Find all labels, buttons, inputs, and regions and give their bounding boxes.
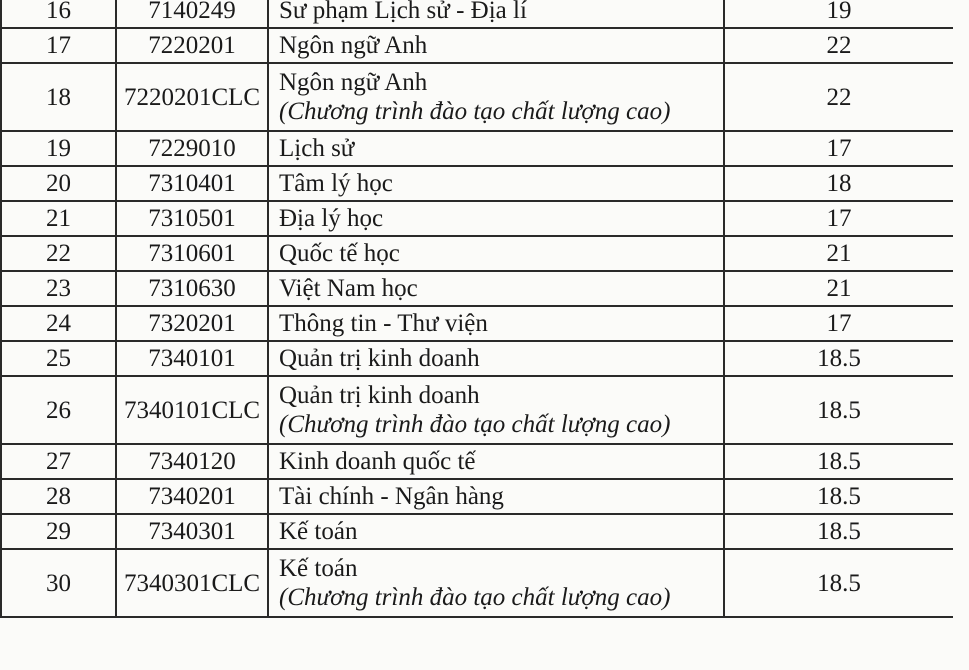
program-code-cell: 7310630 <box>116 271 268 306</box>
program-code-cell: 7340201 <box>116 479 268 514</box>
table-row <box>1 166 953 201</box>
program-name-cell <box>268 271 724 306</box>
row-number-cell: 28 <box>1 479 116 514</box>
program-code-cell: 7310401 <box>116 166 268 201</box>
program-name-cell <box>268 479 724 514</box>
row-number-cell: 26 <box>1 376 116 444</box>
row-number-cell: 22 <box>1 236 116 271</box>
row-number-cell: 27 <box>1 444 116 479</box>
program-code-cell: 7340301CLC <box>116 549 268 617</box>
program-code-cell: 7220201CLC <box>116 63 268 131</box>
program-code-cell: 7340101CLC <box>116 376 268 444</box>
program-name: Địa lý học <box>279 205 384 232</box>
table-row <box>1 236 953 271</box>
score-cell: 18.5 <box>724 479 953 514</box>
program-note: (Chương trình đào tạo chất lượng cao) <box>279 98 671 125</box>
table-row <box>1 0 953 28</box>
program-name: Việt Nam học <box>279 275 418 302</box>
score-cell: 21 <box>724 271 953 306</box>
program-code-cell: 7140249 <box>116 0 268 28</box>
program-note: (Chương trình đào tạo chất lượng cao) <box>279 411 671 438</box>
score-cell: 17 <box>724 201 953 236</box>
program-name: Tài chính - Ngân hàng <box>279 483 504 510</box>
table-row <box>1 376 953 444</box>
table-row <box>1 28 953 63</box>
program-name: Lịch sử <box>279 135 355 162</box>
program-name-cell <box>268 0 724 28</box>
program-name-cell <box>268 166 724 201</box>
row-number-cell: 16 <box>1 0 116 28</box>
row-number-cell: 18 <box>1 63 116 131</box>
score-cell: 18.5 <box>724 549 953 617</box>
score-cell: 21 <box>724 236 953 271</box>
program-name-cell <box>268 341 724 376</box>
program-name: Ngôn ngữ Anh <box>279 69 428 96</box>
program-name: Quản trị kinh doanh <box>279 382 480 409</box>
program-name-cell <box>268 236 724 271</box>
program-note: (Chương trình đào tạo chất lượng cao) <box>279 584 671 611</box>
row-number-cell: 17 <box>1 28 116 63</box>
row-number-cell: 25 <box>1 341 116 376</box>
row-number-cell: 19 <box>1 131 116 166</box>
program-name-cell <box>268 376 724 444</box>
row-number-cell: 29 <box>1 514 116 549</box>
program-name: Quốc tế học <box>279 240 400 267</box>
row-number-cell: 20 <box>1 166 116 201</box>
program-code-cell: 7220201 <box>116 28 268 63</box>
table-row <box>1 514 953 549</box>
table-row <box>1 63 953 131</box>
score-cell: 18.5 <box>724 376 953 444</box>
score-cell: 19 <box>724 0 953 28</box>
table-row <box>1 341 953 376</box>
score-cell: 22 <box>724 63 953 131</box>
table-row <box>1 479 953 514</box>
row-number-cell: 23 <box>1 271 116 306</box>
program-name-cell <box>268 444 724 479</box>
program-code-cell: 7340101 <box>116 341 268 376</box>
score-cell: 18 <box>724 166 953 201</box>
program-name-cell <box>268 28 724 63</box>
score-cell: 17 <box>724 306 953 341</box>
program-name-cell <box>268 514 724 549</box>
program-name: Ngôn ngữ Anh <box>279 32 428 59</box>
score-cell: 18.5 <box>724 341 953 376</box>
program-name-cell <box>268 549 724 617</box>
row-number-cell: 21 <box>1 201 116 236</box>
score-cell: 17 <box>724 131 953 166</box>
score-cell: 18.5 <box>724 444 953 479</box>
program-name: Kinh doanh quốc tế <box>279 448 476 475</box>
program-name: Kế toán <box>279 555 358 582</box>
table-row <box>1 201 953 236</box>
score-cell: 22 <box>724 28 953 63</box>
program-name: Quản trị kinh doanh <box>279 345 480 372</box>
program-code-cell: 7320201 <box>116 306 268 341</box>
program-code-cell: 7340120 <box>116 444 268 479</box>
table-row <box>1 444 953 479</box>
table-row <box>1 271 953 306</box>
table-row <box>1 306 953 341</box>
program-code-cell: 7310601 <box>116 236 268 271</box>
program-name-cell <box>268 63 724 131</box>
program-name-cell <box>268 306 724 341</box>
program-name: Kế toán <box>279 518 358 545</box>
program-name: Tâm lý học <box>279 170 393 197</box>
row-number-cell: 24 <box>1 306 116 341</box>
program-name-cell <box>268 131 724 166</box>
program-code-cell: 7229010 <box>116 131 268 166</box>
program-code-cell: 7340301 <box>116 514 268 549</box>
row-number-cell: 30 <box>1 549 116 617</box>
program-name: Sư phạm Lịch sử - Địa lí <box>279 0 527 24</box>
program-name: Thông tin - Thư viện <box>279 310 488 337</box>
table-row <box>1 131 953 166</box>
score-cell: 18.5 <box>724 514 953 549</box>
table-row <box>1 549 953 617</box>
program-name-cell <box>268 201 724 236</box>
program-code-cell: 7310501 <box>116 201 268 236</box>
red-stamp-edge <box>949 255 969 455</box>
